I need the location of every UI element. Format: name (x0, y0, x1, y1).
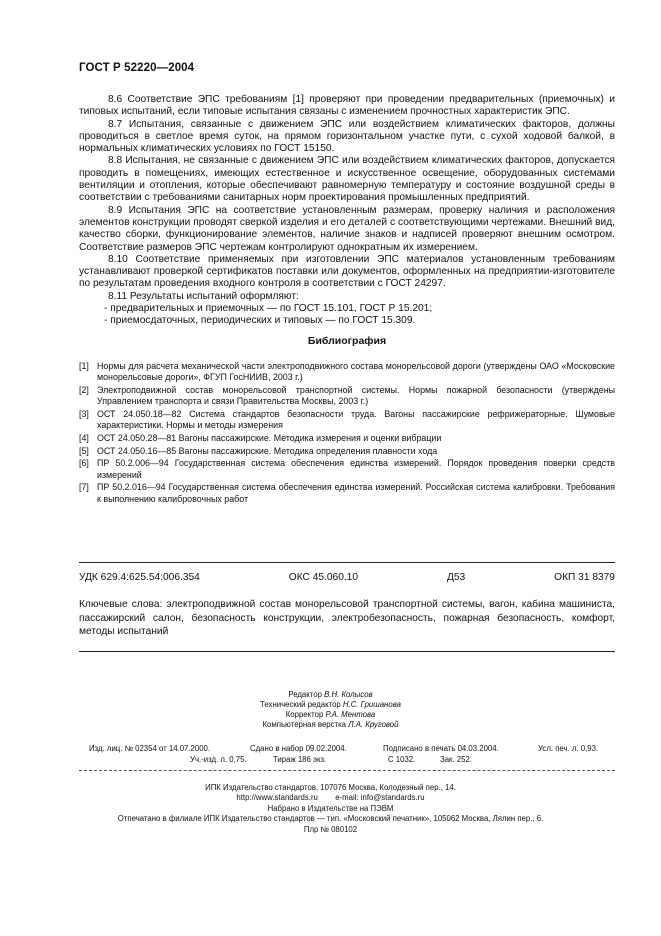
imprint-printed: Отпечатано в филиале ИПК Издательство стандартов — тип. «Московский печатник», 105062 Москва, Лялин пер., 6. (117, 814, 544, 824)
bibliography-item (79, 433, 615, 444)
editor-name: В.Н. Колысов (324, 690, 373, 699)
bibliography-item (79, 409, 615, 432)
bib-number: [7] (79, 482, 89, 493)
print-run: Тираж 186 экз. (273, 755, 327, 764)
paragraph-8-7: 8.7 Испытания, связанные с движением ЭПС или воздействием климатических факторов, должны проводиться в светлое время суток, на прямом горизонтальном участке пути, с сухой ходовой балкой, в нормальных климатических условиях по ГОСТ 15150. (79, 118, 615, 155)
paragraph-8-10: 8.10 Соответствие применяемых при изготовлении ЭПС материалов установленным требованиям устанавливают проверкой сертификатов поставки или документов, оформленных на предприятии-изготовителе по результатам проведения входного контроля в соответствии с ГОСТ 24297. (79, 253, 615, 290)
layout-name: Л.А. Круговой (348, 720, 399, 729)
divider-keywords (79, 651, 615, 652)
bibliography-title: Библиография (307, 335, 387, 347)
bib-number: [2] (79, 385, 89, 395)
oks-code: ОКС 45.060.10 (288, 572, 359, 583)
bib-text: Нормы для расчета механической части электроподвижного состава монорельсовой дороги (утверждены ОАО «Московские монорельсовые дороги», ФГУП ГосНИИВ, 2003 г.) (97, 361, 615, 383)
udk-code: УДК 629.4:625.54:006.354 (79, 572, 200, 583)
paragraph-8-6: 8.6 Соответствие ЭПС требованиям [1] проверяют при проведении предварительных (приемочных) и типовых испытаний, если типовые испытания связаны с изменением прочностных характеристик ЭПС. (79, 94, 615, 118)
bib-number: [3] (79, 409, 89, 419)
layout-label: Компьютерная верстка (262, 720, 347, 729)
signed-date: Подписано в печать 04.03.2004. (383, 744, 499, 753)
bib-number: [5] (79, 445, 89, 456)
imprint-publisher: ИПК Издательство стандартов, 107076 Москва, Колодезный пер., 14. (205, 783, 456, 792)
main-text (79, 94, 615, 328)
bib-text: Электроподвижной состав монорельсовой транспортной системы. Нормы пожарной безопасности (утверждены Управлением транспорта и связи Правительства Москвы, 2003 г.) (97, 385, 615, 407)
imprint (0, 783, 661, 835)
bib-text: ПР 50.2.016—94 Государственная система обеспечения единства измерений. Российская система калибровки. Требования к выполнению калибровочных работ (97, 482, 615, 504)
typeset-date: Сдано в набор 09.02.2004. (250, 744, 347, 753)
bib-text: ПР 50.2.006—94 Государственная система обеспечения единства измерений. Порядок проведения поверки средств измерений (97, 458, 615, 480)
paragraph-8-11: 8.11 Результаты испытаний оформляют: (108, 290, 299, 302)
bibliography-item (79, 482, 615, 505)
document-header: ГОСТ Р 52220—2004 (79, 62, 195, 74)
paragraph-8-9: 8.9 Испытания ЭПС на соответствие установленным размерам, проверку наличия и расположения элементов конструкции проводят сверкой изделия и его деталей с соответствующими чертежами. Внешний вид, качество сборки, функционирование элементов, наличие знаков и надписей проверяют внешним осмотром. Соответствие размеров ЭПС чертежам контролируют однократным их измерением. (79, 204, 615, 253)
imprint-plr: Плр № 080102 (303, 824, 358, 834)
credits (0, 690, 661, 730)
publisher-license: Изд. лиц. № 02354 от 14.07.2000. (89, 744, 211, 753)
imprint-typeset: Набрано в Издательстве на ПЭВМ (267, 803, 394, 813)
bib-number: [4] (79, 433, 89, 443)
publishing-sheets: Уч.-изд. л. 0,75. (190, 755, 247, 764)
bibliography-item (79, 385, 615, 408)
divider-top (79, 562, 615, 563)
order-number: Зак. 252. (440, 755, 472, 764)
corrector-name: Р.А. Ментова (325, 710, 376, 719)
keywords: Ключевые слова: электроподвижной состав монорельсовой транспортной системы, вагон, кабина машиниста, пассажирский салон, безопасность конструкции, электробезопасность, пожарная безопасность, комфорт, методы испытаний (79, 599, 615, 637)
bib-number: [6] (79, 458, 89, 469)
okp-code: ОКП 31 8379 (554, 572, 615, 583)
corrector-label: Корректор (285, 710, 324, 719)
d-code: Д53 (446, 572, 466, 583)
list-item: - предварительных и приемочных — по ГОСТ 15.101, ГОСТ Р 15.201; (104, 303, 433, 315)
bib-text: ОСТ 24.050.28—81 Вагоны пассажирские. Методика измерения и оценки вибрации (97, 433, 442, 443)
classification-codes (79, 572, 615, 583)
bib-text: ОСТ 24.050.16—85 Вагоны пассажирские. Методика определения плавности хода (97, 445, 438, 456)
code-c: С 1032. (388, 755, 416, 764)
paragraph-8-8: 8.8 Испытания, не связанные с движением ЭПС или воздействием климатических факторов, допускается проводить в помещениях, имеющих естественное и искусственное освещение, оборудованных системами вентиляции и отопления, которые обеспечивают равномерную температуру и состояние воздушной среды в соответствии с требованиями санитарных норм проектирования промышленных предприятий. (79, 155, 615, 204)
bib-number: [1] (79, 361, 89, 371)
bib-text: ОСТ 24.050.18—82 Система стандартов безопасности труда. Вагоны пассажирские рефрижераторные. Шумовые характеристики. Нормы и методы измерения (97, 409, 615, 431)
bibliography-item (79, 458, 615, 481)
bibliography-list (79, 361, 615, 506)
divider-print (79, 770, 615, 771)
imprint-contacts: http://www.standards.ru e-mail: info@standards.ru (236, 793, 425, 803)
tech-editor-name: Н.С. Гришанова (342, 700, 401, 709)
list-item: - приемосдаточных, периодических и типовых — по ГОСТ 15.309. (104, 315, 416, 327)
bibliography-item (79, 361, 615, 384)
tech-editor-label: Технический редактор (260, 700, 341, 709)
print-sheets: Усл. печ. л. 0,93. (538, 744, 599, 753)
editor-label: Редактор (288, 690, 322, 699)
bibliography-item (79, 446, 615, 457)
